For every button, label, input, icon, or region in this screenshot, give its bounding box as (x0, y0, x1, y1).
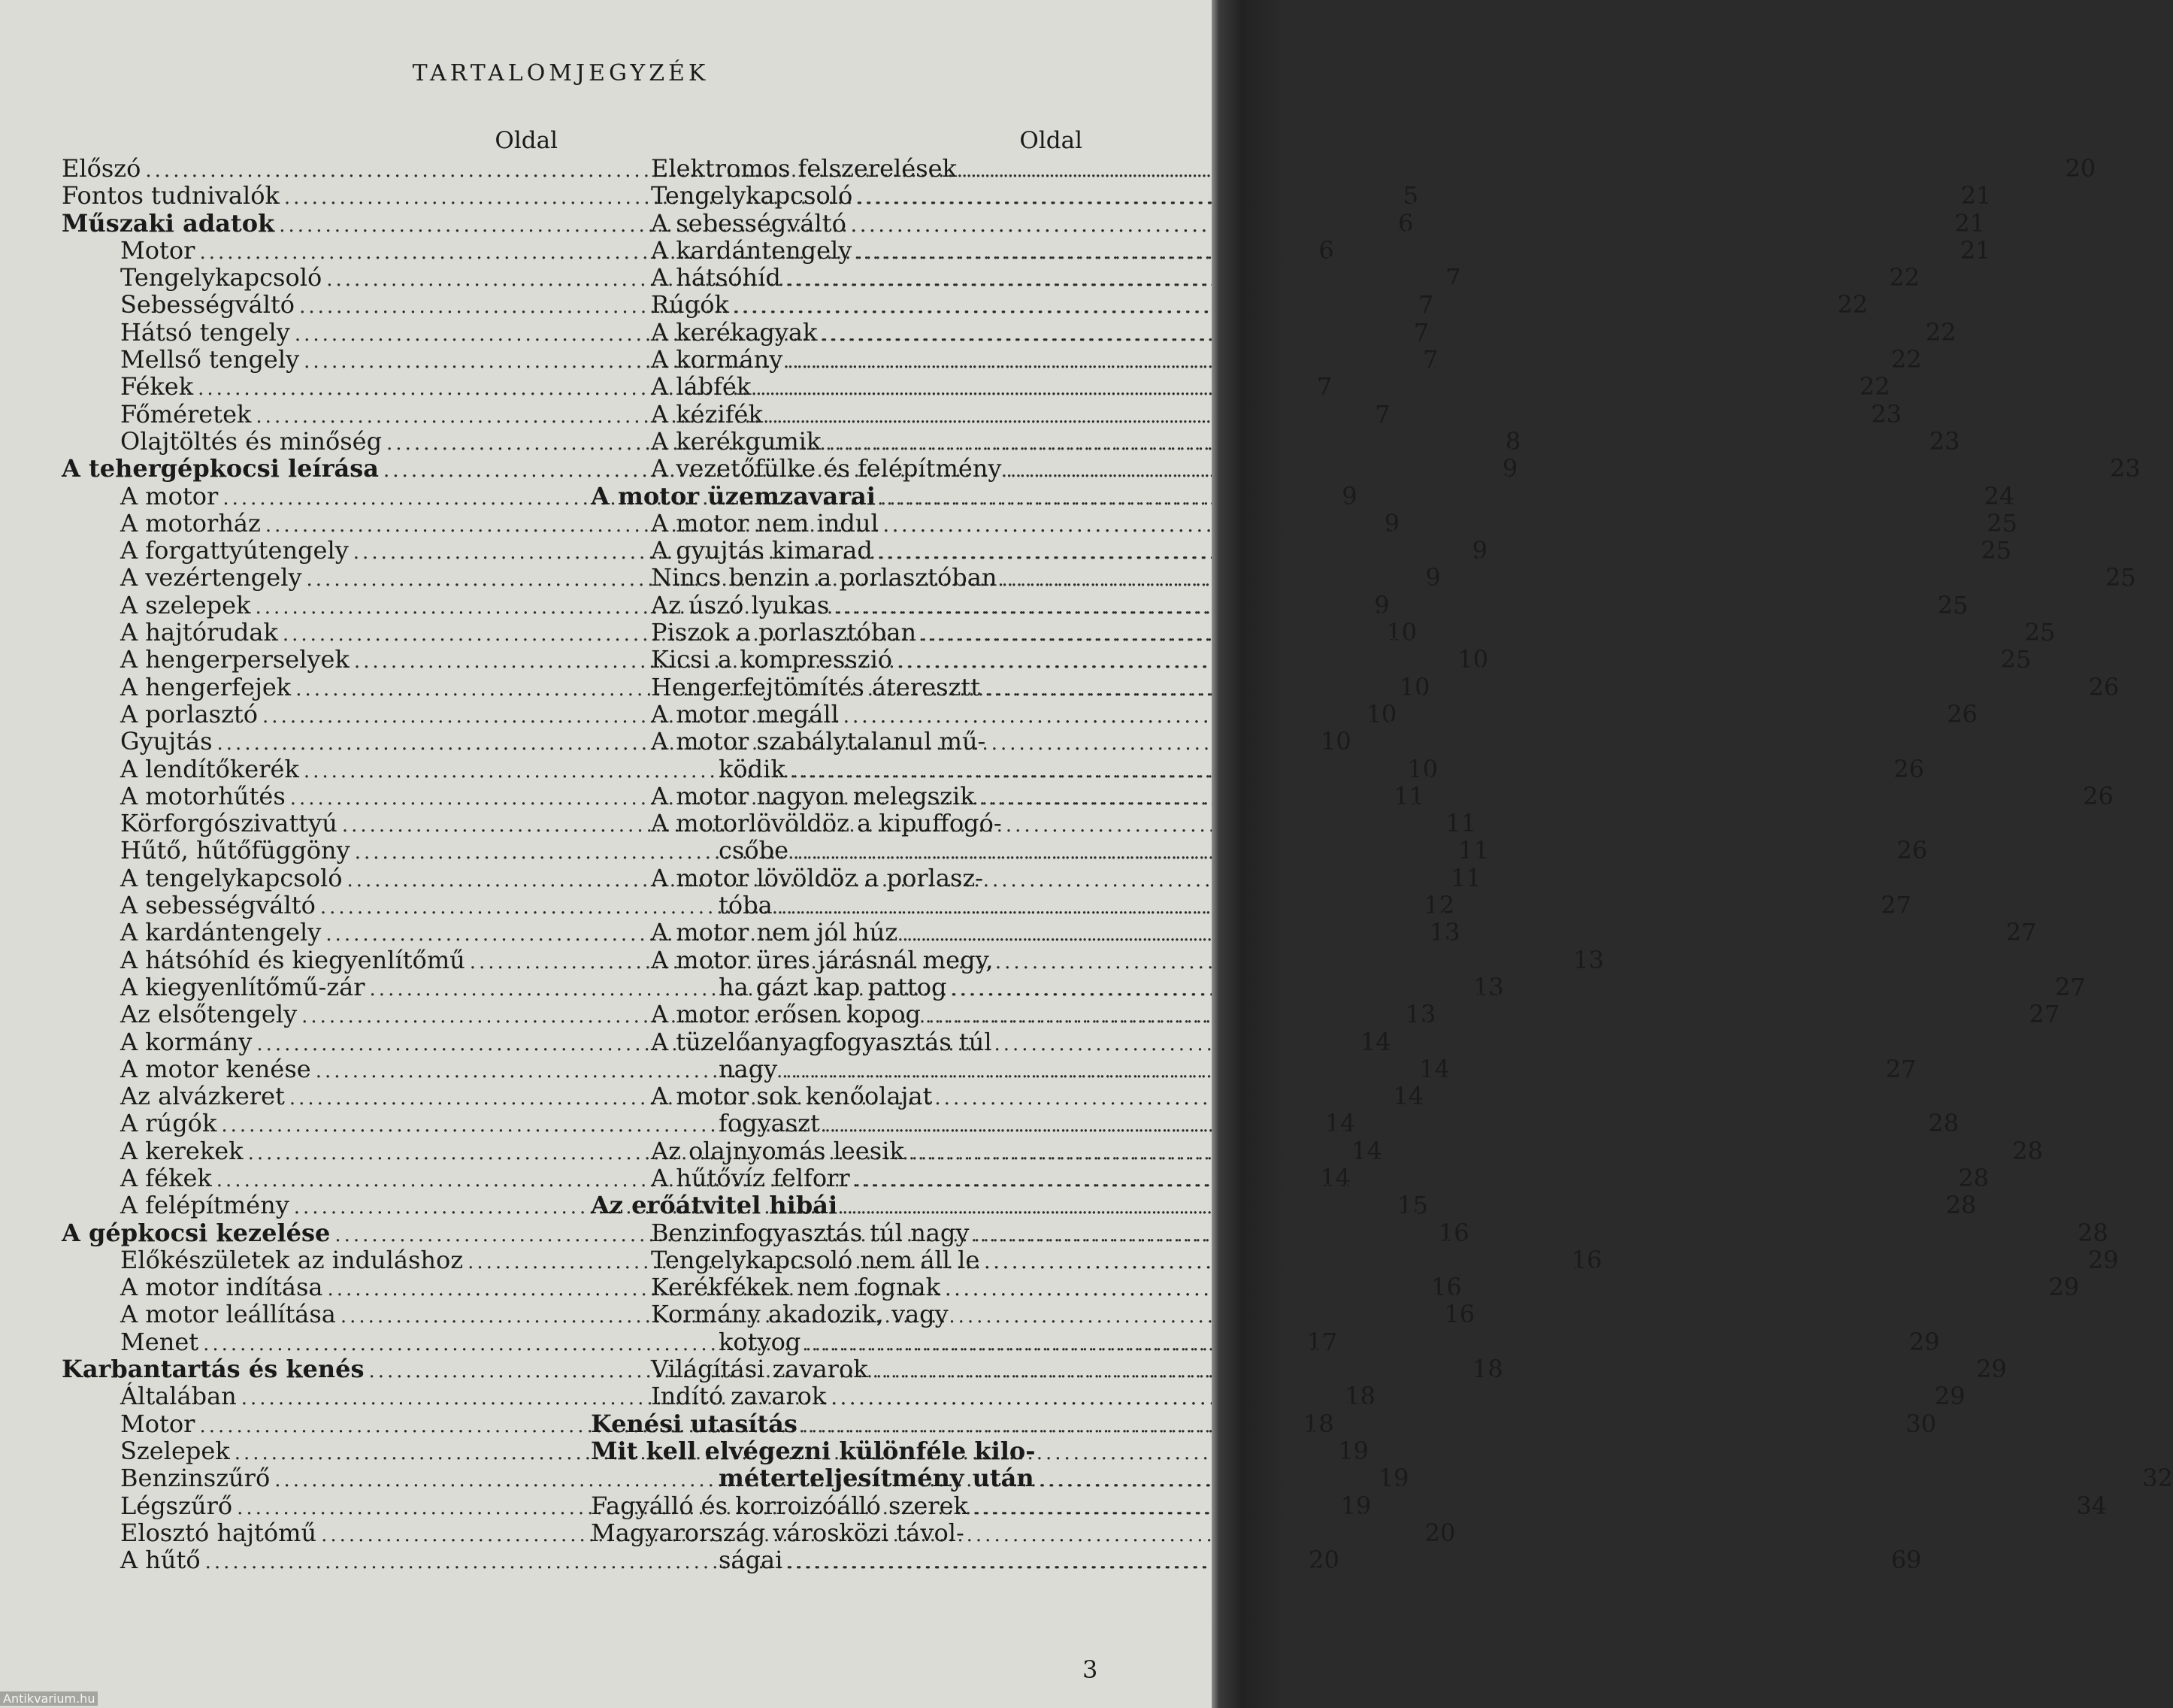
toc-entry (591, 481, 2015, 510)
toc-entry-page: 27 (1881, 891, 1911, 920)
toc-entry-page: 69 (1890, 1546, 1922, 1575)
dot-leader (897, 918, 1990, 948)
toc-entry-page: 26 (1893, 754, 1924, 783)
toc-entry-label: A motorház (120, 508, 261, 538)
toc-entry-label: A fékek (120, 1163, 212, 1192)
dot-leader (916, 618, 2008, 648)
toc-entry-label: Körforgószivattyú (120, 809, 337, 838)
toc-entry-label: Nincs benzin a porlasztóban (651, 563, 997, 592)
toc-entry-page: 11 (1445, 809, 1477, 838)
dot-leader (817, 317, 1909, 348)
toc-entry-page: 14 (1320, 1163, 1351, 1192)
toc-entry-page: 14 (1360, 1027, 1391, 1056)
toc-entry-label: A motor erősen kopog (651, 1000, 922, 1029)
toc-entry (591, 426, 1960, 456)
dot-leader (826, 1385, 1918, 1412)
toc-entry-page: 13 (1405, 1000, 1436, 1029)
toc-entry-label: A tüzelőanyagfogyasztás túl (651, 1027, 992, 1056)
toc-entry-page: 9 (1384, 508, 1400, 538)
toc-entry-page: 28 (2012, 1136, 2043, 1165)
toc-entry (591, 235, 1991, 265)
toc-entry-page: 14 (1351, 1136, 1382, 1165)
dot-leader (763, 399, 1855, 430)
toc-entry-page: 29 (2048, 1273, 2080, 1302)
toc-entry (591, 454, 2141, 483)
toc-entry-label: Műszaki adatok (62, 208, 275, 238)
toc-entry-label: Az olajnyomás leesik (651, 1136, 904, 1165)
dot-leader (979, 1249, 2072, 1276)
page-title: TARTALOMJEGYZÉK (412, 60, 710, 86)
toc-entry-page: 22 (1889, 263, 1920, 292)
toc-entry-label: A kiegyenlítőmű-zár (120, 972, 365, 1001)
toc-entry-label: Fontos tudnivalók (62, 181, 280, 210)
toc-entry-page: 19 (1338, 1436, 1369, 1465)
toc-entry-page: 10 (1399, 672, 1430, 701)
dot-leader (797, 1413, 1890, 1440)
toc-entry-page: 7 (1423, 345, 1439, 374)
toc-entry-label: A kerekek (120, 1136, 244, 1165)
toc-entry-page: 10 (1386, 618, 1418, 647)
toc-entry-page: 16 (1431, 1273, 1462, 1302)
toc-entry-label: Menet (120, 1327, 199, 1356)
toc-entry-label: A hátsóhíd és kiegyenlítőmű (120, 945, 465, 974)
toc-entry-page: 25 (1981, 536, 2012, 565)
toc-entry-page: 6 (1398, 208, 1414, 238)
dot-leader (850, 1167, 1942, 1194)
toc-entry-label: fogyaszt (719, 1109, 820, 1138)
toc-entry (591, 865, 1084, 892)
toc-entry (62, 155, 565, 182)
toc-entry-page: 29 (1934, 1382, 1966, 1411)
toc-entry-label: Fékek (120, 372, 194, 401)
toc-entry-page: 18 (1303, 1409, 1334, 1438)
toc-entry-label: Kenési utasítás (591, 1409, 797, 1438)
dot-leader (968, 1491, 2060, 1522)
toc-entry-label: A motor szabálytalanul mű- (651, 727, 986, 756)
toc-entry-page: 26 (1896, 836, 1928, 865)
toc-entry-label: Gyujtás (120, 727, 213, 756)
toc-entry (591, 1301, 1084, 1328)
toc-entry (591, 208, 1986, 238)
dot-leader (781, 263, 1873, 293)
toc-entry-label: A hajtórudak (120, 618, 278, 647)
dot-leader (1001, 454, 2093, 484)
dot-leader (839, 699, 1931, 730)
toc-entry-label: A forgattyútengely (120, 536, 349, 565)
toc-entry-label: Benzinszűrő (120, 1464, 271, 1493)
dot-leader (969, 1222, 2061, 1249)
toc-entry-page: 29 (2087, 1245, 2119, 1274)
toc-entry (591, 728, 1084, 755)
toc-entry-label: Elektromos felszerelések (651, 154, 957, 183)
toc-entry-label: Kormány akadozik, vagy (651, 1300, 949, 1329)
toc-entry (591, 263, 1920, 292)
toc-entry (591, 1028, 1084, 1055)
toc-entry (591, 508, 2017, 538)
column-header: Oldal (495, 127, 558, 154)
toc-entry-page: 23 (1871, 399, 1902, 429)
dot-leader (777, 1058, 1869, 1085)
toc-entry-page: 19 (1378, 1464, 1409, 1493)
toc-entry-page: 8 (1505, 426, 1521, 456)
toc-entry-label: A felépítmény (120, 1191, 289, 1220)
toc-entry-page: 11 (1394, 781, 1424, 810)
toc-entry-label: méterteljesítmény után (719, 1464, 1034, 1493)
toc-entry-label: A kormány (651, 345, 783, 374)
book-binding (1212, 0, 1281, 1708)
dot-leader (975, 781, 2067, 812)
toc-entry-label: tóba (719, 891, 773, 920)
dot-leader (829, 590, 1921, 621)
toc-entry-page: 18 (1345, 1382, 1376, 1411)
toc-entry-page: 10 (1407, 754, 1439, 783)
toc-entry-label: A motor (120, 481, 219, 510)
toc-entry-page: 7 (1375, 399, 1391, 429)
toc-entry-page: 9 (1425, 563, 1441, 592)
toc-entry (591, 1083, 1084, 1110)
dot-leader (940, 1276, 2032, 1303)
dot-leader (980, 672, 2072, 703)
toc-entry-page: 22 (1925, 317, 1957, 347)
toc-entry-label: Légszűrő (120, 1491, 233, 1520)
toc-entry-page: 10 (1321, 727, 1351, 756)
toc-entry-label: Mellső tengely (120, 345, 300, 374)
toc-entry-label: Előszó (62, 154, 141, 183)
toc-entry-page: 10 (1457, 645, 1489, 674)
toc-entry-page: 23 (1929, 426, 1960, 456)
toc-entry-label: A motor nem indul (651, 508, 879, 538)
toc-entry-label: Tengelykapcsoló nem áll le (651, 1245, 980, 1274)
toc-entry-label: A motor sok kenőolajat (651, 1082, 933, 1111)
toc-entry-label: Sebességváltó (120, 290, 295, 319)
toc-entry-label: A motor leállítása (120, 1300, 336, 1329)
toc-entry-label: A rúgók (120, 1109, 217, 1138)
toc-entry-page: 34 (2076, 1491, 2108, 1520)
toc-entry-label: A szelepek (120, 590, 251, 619)
toc-entry-page: 7 (1418, 290, 1434, 319)
dot-leader (904, 1140, 1996, 1167)
dot-leader (868, 1358, 1960, 1385)
toc-entry-page: 22 (1859, 372, 1890, 401)
toc-entry-page: 29 (1976, 1355, 2007, 1384)
toc-entry-page: 25 (2105, 563, 2136, 592)
dot-leader (773, 891, 1865, 921)
toc-entry-label: csőbe (719, 836, 789, 865)
toc-entry-label: nagy (719, 1054, 778, 1083)
toc-entry-page: 26 (2083, 781, 2114, 810)
dot-leader (946, 972, 2038, 1003)
toc-entry-page: 27 (2054, 972, 2086, 1001)
toc-entry-label: A sebességváltó (651, 208, 846, 238)
toc-entry-page: 17 (1306, 1327, 1338, 1356)
dot-leader (1034, 1467, 2126, 1494)
toc-entry-label: A motor üres járásnál megy, (651, 945, 994, 974)
toc-entry (591, 181, 1992, 210)
toc-entry-label: Indító zavarok (651, 1382, 827, 1411)
toc-entry-label: A motor nem jól húz (651, 918, 898, 947)
toc-entry (591, 399, 1902, 429)
toc-entry-label: Kerékfékek nem fognak (651, 1273, 941, 1302)
toc-entry (591, 345, 1922, 374)
toc-entry-label: A porlasztó (120, 699, 259, 728)
toc-entry-page: 28 (1945, 1191, 1977, 1220)
toc-entry-label: A hűtő (120, 1546, 201, 1575)
page-number: 3 (1082, 1655, 1098, 1684)
toc-entry-label: Fagyálló és korroizóálló szerek (591, 1491, 968, 1520)
toc-entry-page: 12 (1424, 891, 1455, 920)
toc-entry-label: Olajtöltés és minőség (120, 426, 383, 456)
toc-entry (591, 810, 1084, 837)
toc-entry-label: Az elsőtengely (120, 1000, 298, 1029)
dot-leader (785, 754, 1878, 785)
toc-entry-page: 29 (1908, 1327, 1940, 1356)
toc-entry-page: 11 (1458, 836, 1489, 865)
toc-entry-page: 22 (1837, 290, 1869, 319)
toc-entry (591, 946, 1084, 974)
dot-leader (837, 1191, 1929, 1221)
dot-leader (876, 481, 1968, 512)
toc-entry-page: 30 (1905, 1409, 1937, 1438)
toc-entry-label: A hátsóhíd (651, 263, 781, 292)
toc-entry (591, 1437, 1084, 1464)
toc-entry-page: 21 (1954, 208, 1986, 238)
toc-entry-page: 21 (1960, 181, 1992, 210)
toc-entry-label: A motor lövöldöz a porlasz- (651, 863, 984, 892)
toc-entry-page: 25 (1937, 590, 1969, 619)
toc-entry-page: 13 (1473, 972, 1504, 1001)
toc-entry-label: Az úszó lyukas (651, 590, 830, 619)
dot-leader (879, 508, 1971, 539)
toc-entry-label: A motor megáll (651, 699, 839, 728)
toc-entry-label: A kormány (120, 1027, 253, 1056)
toc-entry-page: 14 (1419, 1054, 1450, 1083)
toc-entry-label: Az alvázkeret (120, 1082, 285, 1111)
toc-entry-label: A tehergépkocsi leírása (62, 454, 380, 483)
toc-entry-label: A kardántengely (651, 235, 852, 265)
toc-entry-page: 27 (2029, 1000, 2060, 1029)
toc-entry-page: 16 (1438, 1218, 1469, 1247)
toc-entry-page: 25 (1987, 508, 2017, 538)
toc-entry-page: 21 (1960, 235, 1991, 265)
toc-entry-page: 22 (1890, 345, 1922, 374)
toc-entry-label: Főméretek (120, 399, 252, 429)
dot-leader (820, 1109, 1912, 1139)
toc-entry-label: A tengelykapcsoló (120, 863, 343, 892)
toc-entry-page: 23 (2109, 454, 2141, 483)
toc-entry-label: Az erőátvitel hibái (591, 1191, 838, 1220)
toc-entry-label: Rúgók (651, 290, 729, 319)
toc-entry (591, 563, 2136, 592)
toc-entry-label: A motor nagyon melegszik (651, 781, 975, 810)
toc-entry-label: ha gázt kap pattog (719, 972, 947, 1001)
toc-entry-label: A gépkocsi kezelése (62, 1218, 331, 1247)
toc-entry-label: A motor üzemzavarai (591, 481, 876, 510)
toc-entry-label: Motor (120, 1409, 195, 1438)
toc-entry-label: A gyujtás kimarad (651, 536, 873, 565)
toc-entry-label: A kerékgumik (651, 426, 822, 456)
toc-entry-label: A hengerfejek (120, 672, 292, 701)
toc-entry-page: 24 (1984, 481, 2015, 510)
toc-entry-page: 9 (1342, 481, 1357, 510)
toc-entry-page: 27 (1885, 1054, 1917, 1083)
toc-entry-page: 27 (2005, 918, 2037, 947)
dot-leader (957, 157, 2049, 184)
toc-entry-label: Motor (120, 235, 195, 265)
dot-leader (921, 1000, 2013, 1030)
toc-entry-label: Általában (120, 1382, 237, 1411)
dot-leader (997, 563, 2089, 593)
dot-leader (782, 1549, 1875, 1576)
toc-entry-label: Benzinfogyasztás túl nagy (651, 1218, 970, 1247)
toc-entry (591, 372, 1890, 401)
toc-entry-label: Mit kell elvégezni különféle kilo- (591, 1436, 1036, 1465)
toc-entry-label: Előkészületek az induláshoz (120, 1245, 464, 1274)
toc-entry-page: 9 (1374, 590, 1390, 619)
toc-entry-label: A motorhűtés (120, 781, 286, 810)
toc-entry-page: 20 (1424, 1518, 1456, 1547)
toc-entry-page: 13 (1429, 918, 1460, 947)
toc-entry-label: A motorlövöldöz a kipuffogó- (651, 809, 1002, 838)
toc-entry-page: 11 (1451, 863, 1481, 892)
dot-leader (873, 536, 1965, 566)
toc-entry-label: Hengerfejtömítés áteresztt (651, 672, 981, 701)
toc-entry-label: Karbantartás és kenés (62, 1355, 365, 1384)
toc-entry-page: 28 (1958, 1163, 1989, 1192)
toc-entry-label: Kicsi a kompresszió (651, 645, 893, 674)
toc-entry-label: A vezértengely (120, 563, 302, 592)
toc-entry-page: 20 (2065, 154, 2096, 183)
toc-entry-page: 5 (1403, 181, 1419, 210)
column-header: Oldal (1019, 127, 1082, 154)
toc-entry (591, 290, 1869, 319)
toc-entry-page: 28 (2077, 1218, 2108, 1247)
toc-entry-label: Magyarország városközi távol- (591, 1518, 964, 1547)
dot-leader (821, 426, 1913, 457)
toc-entry-page: 16 (1571, 1245, 1603, 1274)
dot-leader (852, 235, 1944, 266)
toc-entry-label: A hengerperselyek (120, 645, 350, 674)
toc-entry-page: 9 (1502, 454, 1518, 483)
toc-entry-page: 20 (1309, 1546, 1339, 1575)
toc-entry-page: 19 (1340, 1491, 1372, 1520)
toc-entry-label: ságai (719, 1546, 783, 1575)
toc-entry-page: 13 (1573, 945, 1604, 974)
toc-entry-page: 10 (1366, 699, 1397, 728)
toc-entry-page: 9 (1472, 536, 1488, 565)
toc-entry-label: Hűtő, hűtőfüggöny (120, 836, 350, 865)
toc-entry-label: ködik (719, 754, 785, 783)
toc-entry-label: Tengelykapcsoló (651, 181, 853, 210)
dot-leader (788, 836, 1881, 866)
toc-entry (591, 1519, 1084, 1546)
toc-entry-page: 25 (2024, 618, 2056, 647)
toc-entry-page: 28 (1928, 1109, 1960, 1138)
toc-entry-page: 7 (1445, 263, 1461, 292)
toc-entry-label: A kézifék (651, 399, 763, 429)
toc-entry-label: Elosztó hajtómű (120, 1518, 317, 1547)
toc-entry-label: A motor kenése (120, 1054, 311, 1083)
toc-entry-page: 32 (2142, 1464, 2173, 1493)
toc-entry-page: 26 (2088, 672, 2120, 701)
toc-entry (591, 536, 2012, 565)
toc-entry-label: A hűtővíz felforr (651, 1163, 850, 1192)
toc-entry-label: kotyog (719, 1327, 801, 1356)
toc-entry-page: 7 (1413, 317, 1430, 347)
toc-entry-label: A lábfék (651, 372, 752, 401)
toc-entry-label: A lendítőkerék (120, 754, 299, 783)
toc-entry-label: Tengelykapcsoló (120, 263, 322, 292)
toc-entry-page: 15 (1397, 1191, 1429, 1220)
toc-entry-page: 7 (1316, 372, 1333, 401)
toc-entry-label: Szelepek (120, 1436, 230, 1465)
toc-entry-page: 25 (2000, 645, 2032, 674)
dot-leader (751, 372, 1843, 402)
toc-entry-label: Világítási zavarok (651, 1355, 868, 1384)
toc-entry-label: Piszok a porlasztóban (651, 618, 917, 647)
toc-entry (591, 317, 1957, 347)
dot-leader (846, 208, 1938, 239)
toc-entry (591, 590, 1969, 619)
toc-entry-label: A vezetőfülke és felépítmény (651, 454, 1002, 483)
toc-entry-page: 14 (1393, 1082, 1424, 1111)
toc-entry-label: A motor indítása (120, 1273, 323, 1302)
toc-entry-page: 18 (1472, 1355, 1503, 1384)
toc-entry-page: 6 (1318, 235, 1334, 265)
watermark: Antikvarium.hu (0, 1691, 98, 1706)
dot-leader (892, 645, 1984, 675)
toc-entry-page: 14 (1324, 1109, 1356, 1138)
toc-entry-label: Hátsó tengely (120, 317, 290, 347)
toc-entry-label: A sebességváltó (120, 891, 316, 920)
toc-entry (591, 154, 2096, 183)
toc-entry-page: 16 (1444, 1300, 1475, 1329)
dot-leader (852, 181, 1945, 211)
toc-entry-label: A kardántengely (120, 918, 322, 947)
dot-leader (800, 1331, 1893, 1358)
dot-leader (782, 345, 1875, 375)
toc-entry-label: A kerékagyak (651, 317, 818, 347)
toc-entry-page: 26 (1947, 699, 1978, 728)
